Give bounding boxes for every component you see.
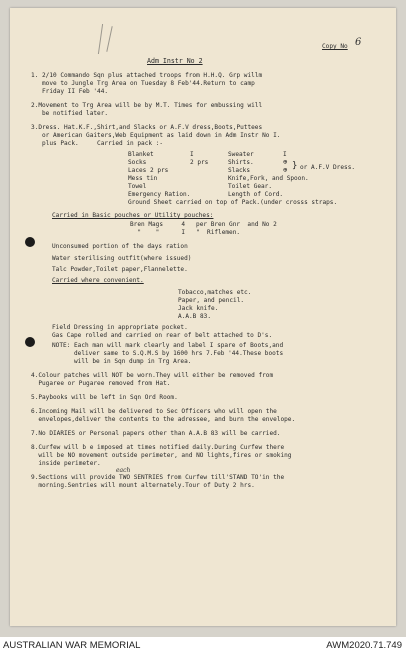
para-1-line-2: move to Jungle Trg Area on Tuesday 8 Feb'44.Return to camp xyxy=(31,80,255,87)
para-3-line-3: plus Pack. Carried in pack :- xyxy=(31,140,164,147)
copy-label: Copy No xyxy=(322,43,348,50)
para-1-line-1: 1. 2/10 Commando Sqn plus attached troops from H.H.Q. Grp willm xyxy=(31,72,263,79)
brace-icon: } xyxy=(292,161,298,171)
para-1-line-3: Friday II Feb '44. xyxy=(31,88,109,95)
pack-item: Sweater xyxy=(228,151,254,158)
para-3-line-1: 3.Dress. Hat.K.F.,Shirt,and Slacks or A.F.V dress,Boots,Puttees xyxy=(31,124,263,131)
pack-qty: 2 prs xyxy=(190,159,209,166)
handwritten-each: each xyxy=(116,467,131,474)
para-5: 5.Paybooks will be left in Sqn Ord Room. xyxy=(31,394,178,401)
pack-item: Mess tin xyxy=(128,175,158,182)
page-title: Adm Instr No 2 xyxy=(147,57,203,65)
pack-item: Towel xyxy=(128,183,147,190)
note-line: will be in Sqn dump in Trg Area. xyxy=(52,358,192,365)
pack-item: Toilet Gear. xyxy=(228,183,273,190)
para-2-line-1: 2.Movement to Trg Area will be by M.T. Times for embussing will xyxy=(31,102,263,109)
basic-pouches-heading: Carried in Basic pouches or Utility pouches: xyxy=(52,212,214,219)
pack-item: Knife,Fork, and Spoon. xyxy=(228,175,309,182)
para-6-line-1: 6.Incoming Mail will be delivered to Sec Officers who will open the xyxy=(31,408,277,415)
para-4-line-2: Pugaree or Pugaree removed from Hat. xyxy=(31,380,171,387)
pack-or-afv: or A.F.V Dress. xyxy=(300,164,356,171)
field-line: Field Dressing in appropriate pocket. xyxy=(52,324,188,331)
para-6-line-2: envelopes,deliver the contents to the adressee, and burn the envelope. xyxy=(31,416,296,423)
para-8-line-3: inside perimeter. xyxy=(31,460,101,467)
misc-line: Unconsumed portion of the days ration xyxy=(52,243,188,250)
misc-line: Talc Powder,Toilet paper,Flannelette. xyxy=(52,266,188,273)
pack-item: Blanket xyxy=(128,151,154,158)
pack-item: Slacks xyxy=(228,167,251,174)
pack-item: Laces 2 prs xyxy=(128,167,169,174)
punch-hole-icon xyxy=(25,237,35,247)
pack-qty: I xyxy=(283,151,287,158)
para-8-line-2: will be NO movement outside perimeter, and NO lights,fires or smoking xyxy=(31,452,292,459)
convenient-line: Jack knife. xyxy=(178,305,219,312)
para-7: 7.No DIARIES or Personal papers other than A.A.B 83 will be carried. xyxy=(31,430,281,437)
pack-item: Socks xyxy=(128,159,147,166)
pack-item: Shirts. xyxy=(228,159,254,166)
pack-item: Emergency Ration. xyxy=(128,191,191,198)
pack-qty: I xyxy=(190,151,194,158)
basic-line: Bren Mags 4 per Bren Gnr and No 2 xyxy=(130,221,277,228)
para-9-line-2: morning.Sentries will mount alternately.Tour of Duty 2 hrs. xyxy=(31,482,255,489)
ground-sheet-line: Ground Sheet carried on top of Pack.(under crosss straps. xyxy=(128,199,338,206)
misc-line: Water sterilising outfit(where issued) xyxy=(52,255,192,262)
copy-number: 6 xyxy=(355,37,362,48)
para-3-line-2: or American Gaiters,Web Equipment as laid down in Adm Instr No I. xyxy=(31,132,281,139)
convenient-line: Tobacco,matches etc. xyxy=(178,289,252,296)
brace-icon: ⊕ xyxy=(283,166,288,174)
convenient-line: Paper, and pencil. xyxy=(178,297,245,304)
field-line: Gas Cape rolled and carried on rear of belt attached to D's. xyxy=(52,332,273,339)
convenient-heading: Carried where convenient. xyxy=(52,277,144,284)
archive-footer xyxy=(0,640,406,653)
para-9-line-1: 9.Sections will provide TWO SENTRIES from Curfew till'STAND TO'in the xyxy=(31,474,285,481)
punch-hole-icon xyxy=(25,337,35,347)
note-line: deliver same to S.Q.M.S by 1600 hrs 7.Feb '44.These boots xyxy=(52,350,284,357)
para-2-line-2: be notified later. xyxy=(31,110,109,117)
basic-line: " " I " Riflemen. xyxy=(130,229,241,236)
para-8-line-1: 8.Curfew will b e imposed at times notified daily.During Curfew there xyxy=(31,444,285,451)
footer-accession: AWM2020.71.749 xyxy=(326,640,402,651)
convenient-line: A.A.B 83. xyxy=(178,313,212,320)
pack-item: Length of Cord. xyxy=(228,191,284,198)
brace-icon: ⊕ xyxy=(283,158,288,166)
footer-institution: AUSTRALIAN WAR MEMORIAL xyxy=(3,640,141,651)
para-4-line-1: 4.Colour patches will NOT be worn.They will either be removed from xyxy=(31,372,274,379)
note-line: NOTE: Each man will mark clearly and label I spare of Boots,and xyxy=(52,342,284,349)
